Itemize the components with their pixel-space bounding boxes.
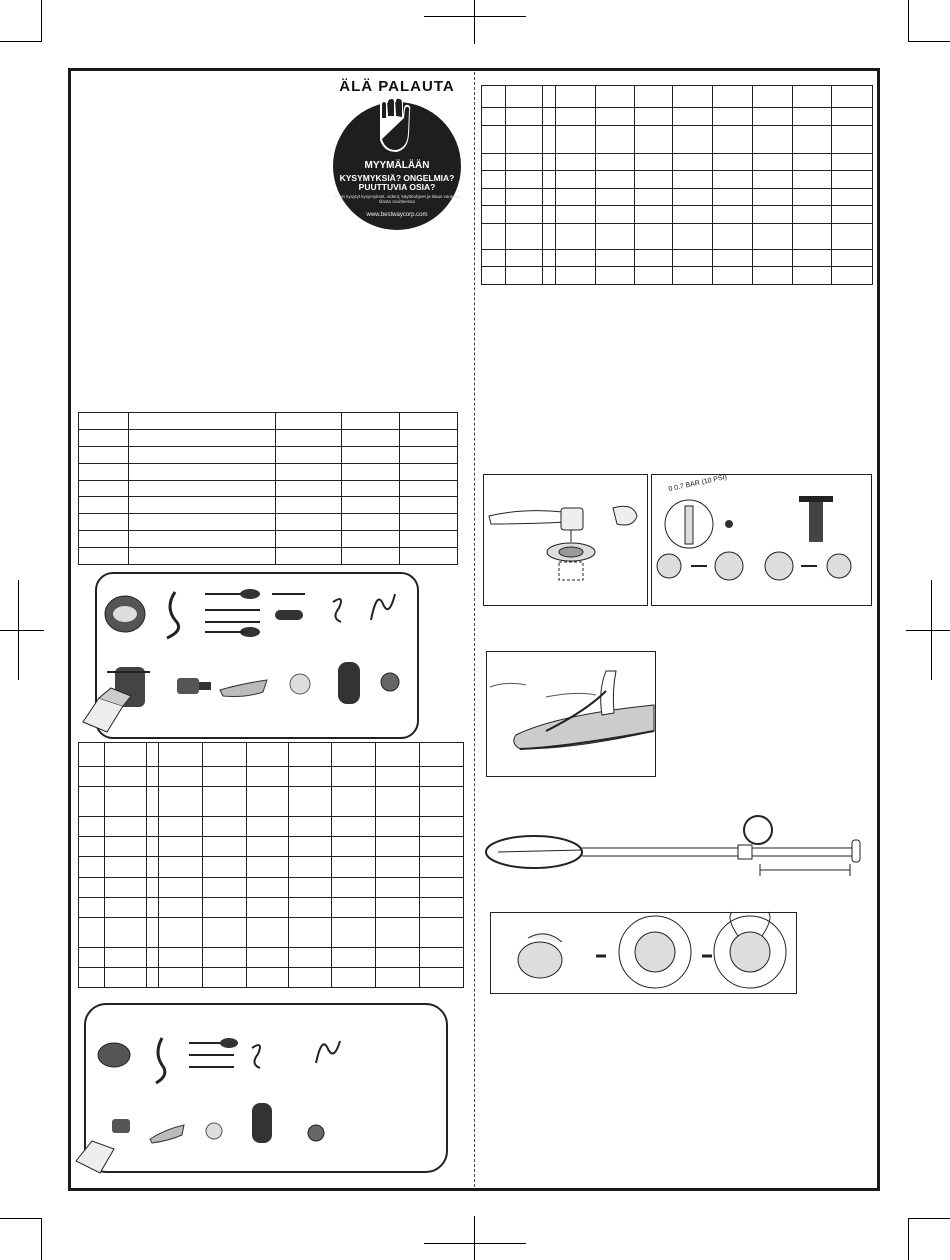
badge-question-text: KYSYMYKSIÄ? ONGELMIA? PUUTTUVIA OSIA? [339, 173, 455, 192]
crop-mark [41, 0, 42, 42]
valve-wrench-illustration [483, 474, 646, 604]
crop-mark [906, 630, 950, 631]
badge-url: www.bestwaycorp.com [366, 212, 428, 218]
spec-table-right [481, 85, 873, 285]
crop-mark [0, 630, 44, 631]
inflation-illustration [651, 474, 870, 604]
badge-small-text: Usein kysytyt kysymykset, videot, käyttöohjeet ja tilaus varaosia tilasta osoitteessa [333, 194, 461, 204]
spec-table-left [78, 742, 464, 988]
leash-board-illustration [486, 651, 654, 775]
column-divider [474, 72, 475, 1187]
crop-mark [0, 41, 42, 42]
crop-mark [0, 1218, 42, 1219]
crop-mark [18, 580, 19, 680]
crop-mark [908, 1218, 950, 1219]
crop-mark [424, 16, 526, 17]
crop-mark [424, 1243, 526, 1244]
crop-mark [41, 1218, 42, 1260]
badge-arc-text: ÄLÄ PALAUTA [339, 78, 455, 95]
crop-mark [474, 0, 475, 44]
crop-mark [908, 41, 950, 42]
deflate-illustration [490, 912, 795, 992]
crop-mark [931, 580, 932, 680]
badge-store-text: MYYMÄLÄÄN [364, 160, 430, 171]
parts-table-top [78, 412, 458, 565]
crop-mark [474, 1216, 475, 1260]
pressure-label: 0 0.7 BAR (10 PSI) [667, 473, 728, 494]
badge-hand-icon [372, 96, 422, 156]
crop-mark [908, 0, 909, 42]
crop-mark [908, 1218, 909, 1260]
paddle-illustration [484, 812, 874, 892]
parts-illustration-2 [84, 1003, 444, 1169]
parts-illustration-1 [95, 572, 415, 735]
